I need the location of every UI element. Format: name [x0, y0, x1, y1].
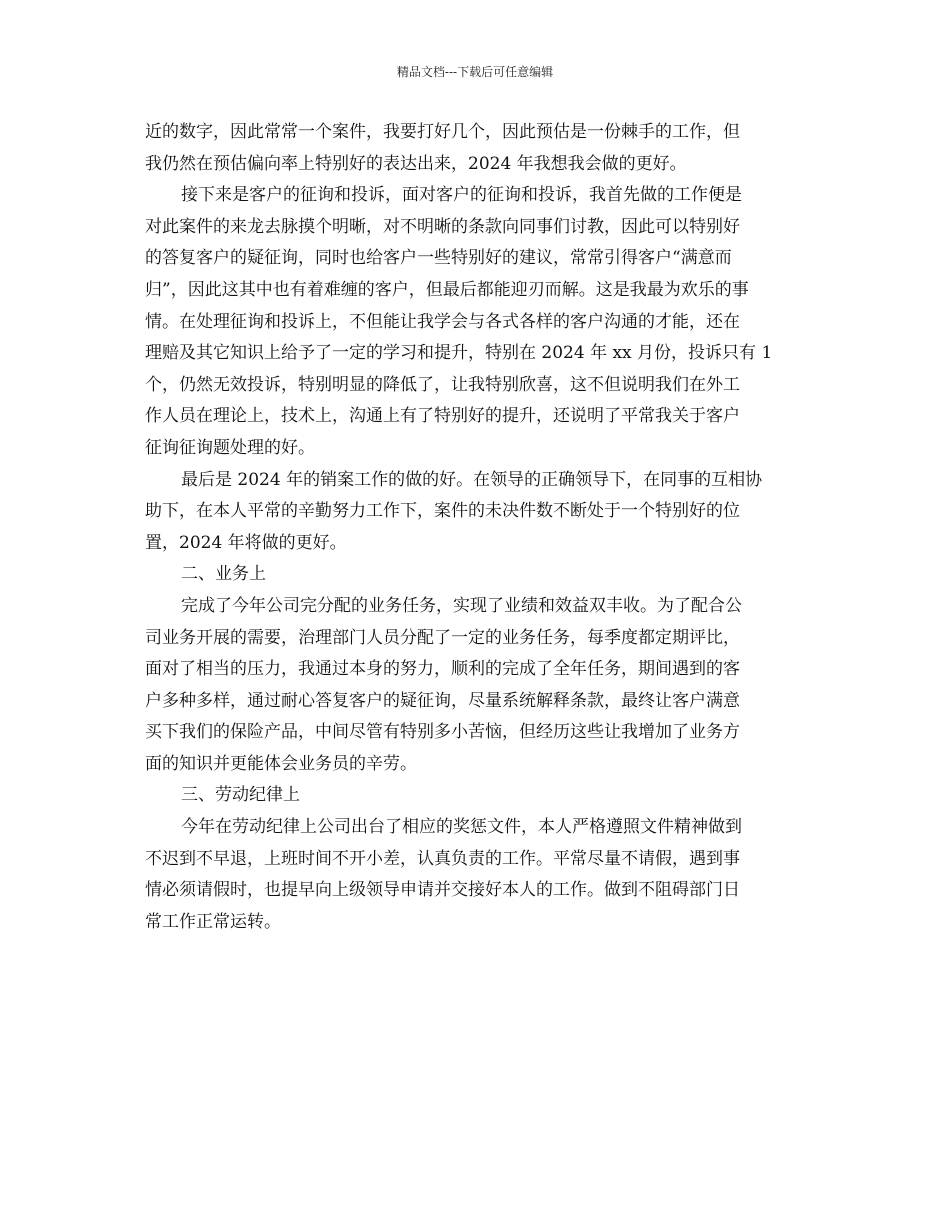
text-line: 的答复客户的疑征询，同时也给客户一些特别好的建议，常常引得客户“满意而 [145, 248, 732, 269]
text-line: 买下我们的保险产品，中间尽管有特别多小苦恼，但经历这些让我增加了业务方 [145, 722, 740, 743]
page-header: 精品文档---下载后可任意编辑 [396, 65, 554, 79]
text-line: 理赔及其它知识上给予了一定的学习和提升，特别在 2024 年 xx 月份，投诉只有 1 [145, 343, 773, 364]
text-line: 二、业务上 [181, 564, 266, 585]
paragraph-case-closing [145, 465, 807, 560]
text-line: 征询征询题处理的好。 [145, 437, 315, 458]
paragraph-complaints [145, 180, 807, 464]
text-line: 户多种多样，通过耐心答复客户的疑征询，尽量系统解释条款，最终让客户满意 [145, 690, 740, 711]
text-line: 面的知识并更能体会业务员的辛劳。 [145, 753, 417, 774]
paragraph-continuation [145, 117, 807, 180]
text-line: 个，仍然无效投诉，特别明显的降低了，让我特别欣喜，这不但说明我们在外工 [145, 374, 740, 395]
text-line: 今年在劳动纪律上公司出台了相应的奖惩文件，本人严格遵照文件精神做到 [181, 817, 742, 838]
text-line: 助下，在本人平常的辛勤努力工作下，案件的未决件数不断处于一个特别好的位 [145, 501, 740, 522]
text-line: 最后是 2024 年的销案工作的做的好。在领导的正确领导下，在同事的互相协 [181, 469, 763, 490]
text-line: 常工作正常运转。 [145, 911, 281, 932]
paragraph-business [145, 591, 807, 781]
text-line: 对此案件的来龙去脉摸个明晰，对不明晰的条款向同事们讨教，因此可以特别好 [145, 216, 740, 237]
section-heading-business [145, 559, 807, 591]
text-line: 置，2024 年将做的更好。 [145, 532, 347, 553]
text-line: 归”，因此这其中也有着难缠的客户，但最后都能迎刃而解。这是我最为欢乐的事 [145, 279, 749, 300]
text-line: 情必须请假时，也提早向上级领导申请并交接好本人的工作。做到不阻碍部门日 [145, 880, 740, 901]
text-line: 我仍然在预估偏向率上特别好的表达出来，2024 年我想我会做的更好。 [145, 153, 687, 174]
text-line: 近的数字，因此常常一个案件，我要打好几个，因此预估是一份棘手的工作，但 [145, 122, 740, 142]
text-line: 三、劳动纪律上 [181, 785, 300, 806]
section-heading-discipline [145, 780, 807, 812]
document-body [145, 117, 807, 938]
text-line: 面对了相当的压力，我通过本身的努力，顺利的完成了全年任务，期间遇到的客 [145, 659, 740, 680]
text-line: 不迟到不早退，上班时间不开小差，认真负责的工作。平常尽量不请假，遇到事 [145, 848, 740, 869]
text-line: 完成了今年公司完分配的业务任务，实现了业绩和效益双丰收。为了配合公 [181, 595, 742, 616]
text-line: 作人员在理论上，技术上，沟通上有了特别好的提升，还说明了平常我关于客户 [145, 406, 740, 427]
text-line: 接下来是客户的征询和投诉，面对客户的征询和投诉，我首先做的工作便是 [181, 185, 742, 206]
text-line: 司业务开展的需要，治理部门人员分配了一定的业务任务，每季度都定期评比， [145, 627, 740, 648]
paragraph-discipline [145, 812, 807, 938]
text-line: 情。在处理征询和投诉上，不但能让我学会与各式各样的客户沟通的才能，还在 [145, 311, 740, 332]
